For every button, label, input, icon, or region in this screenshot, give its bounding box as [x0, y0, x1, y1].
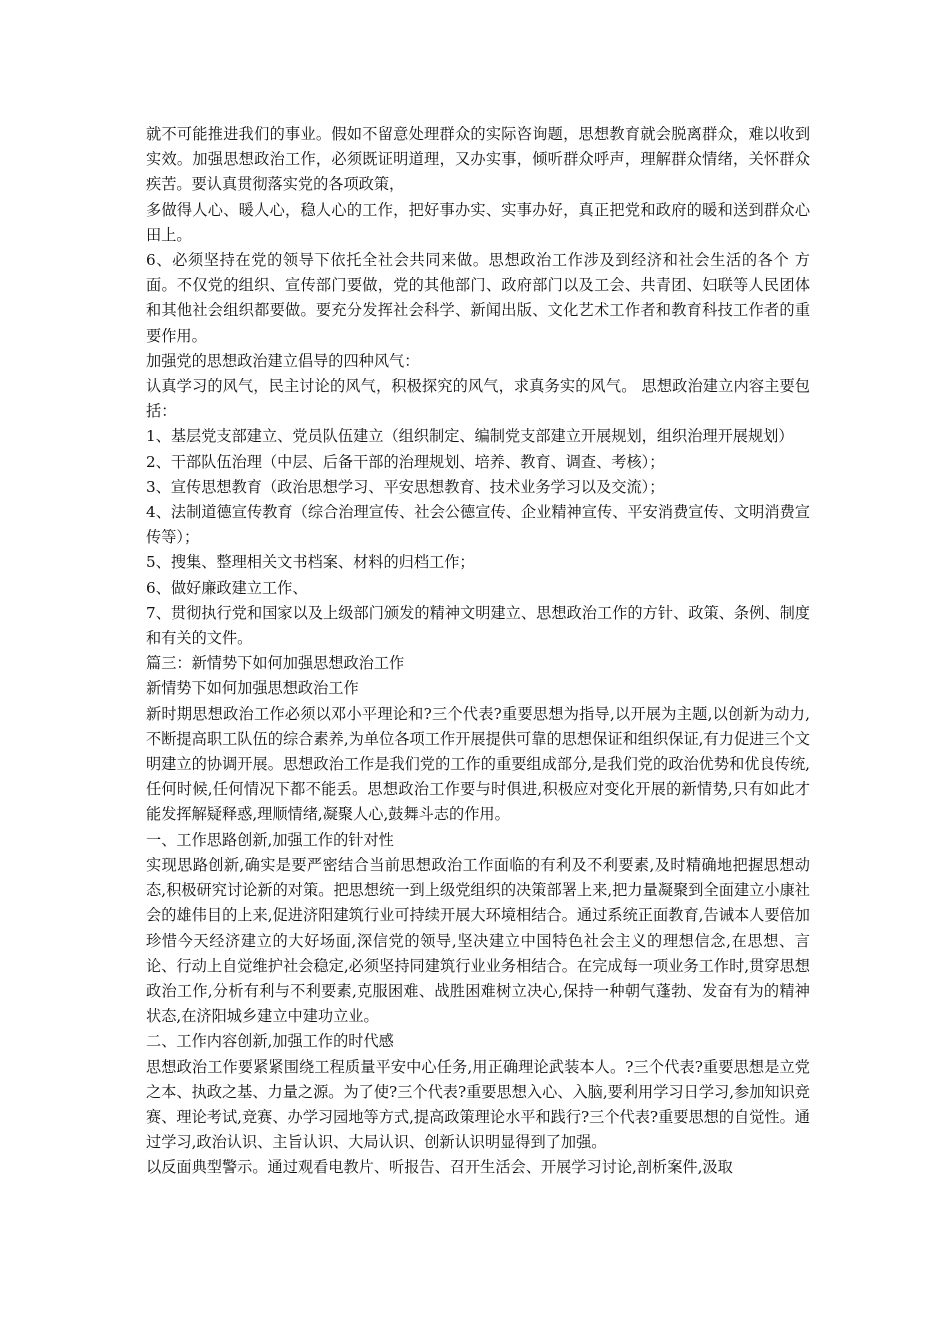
paragraph: 6、必须坚持在党的领导下依托全社会共同来做。思想政治工作涉及到经济和社会生活的各个 方面。不仅党的组织、宣传部门要做，党的其他部门、政府部门以及工会、共青团、妇联等人民团体和其他社会组织都要做。要充分发挥社会科学、新闻出版、文化艺术工作者和教育科技工作者的重要作用。 — [146, 251, 810, 345]
list-item: 4、法制道德宣传教育（综合治理宣传、社会公德宣传、企业精神宣传、平安消费宣传、文明消费宣传等）； — [146, 503, 810, 547]
subsection-heading: 一、工作思路创新,加强工作的针对性 — [146, 830, 394, 849]
list-item: 7、贯彻执行党和国家以及上级部门颁发的精神文明建立、思想政治工作的方针、政策、条例、制度和有关的文件。 — [146, 603, 810, 648]
list-item: 6、做好廉政建立工作、 — [146, 578, 308, 597]
paragraph: 多做得人心、暖人心，稳人心的工作，把好事办实、实事办好，真正把党和政府的暖和送到群众心田上。 — [146, 200, 810, 244]
list-item: 1、基层党支部建立、党员队伍建立（组织制定、编制党支部建立开展规划，组织治理开展规划） — [146, 427, 794, 446]
paragraph: 认真学习的风气，民主讨论的风气，积极探究的风气，求真务实的风气。 思想政治建立内容主要包括： — [146, 377, 810, 421]
paragraph: 新时期思想政治工作必须以邓小平理论和?三个代表?重要思想为指导,以开展为主题,以创新为动力,不断提高职工队伍的综合素养,为单位各项工作开展提供可靠的思想保证和组织保证,有力促进三个文明建立的协调开展。思想政治工作是我们党的工作的重要组成部分,是我们党的政治优势和优良传统,任何时候,任何情况下都不能丢。思想政治工作要与时俱进,积极应对变化开展的新情势,只有如此才能发挥解疑释惑,理顺情绪,凝聚人心,鼓舞斗志的作用。 — [146, 704, 810, 824]
paragraph: 实现思路创新,确实是要严密结合当前思想政治工作面临的有利及不利要素,及时精确地把握思想动态,积极研究讨论新的对策。把思想统一到上级党组织的决策部署上来,把力量凝聚到全面建立小康社会的雄伟目的上来,促进济阳建筑行业可持续开展大环境相结合。通过系统正面教育,告诫本人要倍加珍惜今天经济建立的大好场面,深信党的领导,坚决建立中国特色社会主义的理想信念,在思想、言论、行动上自觉维护社会稳定,必须坚持同建筑行业业务相结合。在完成每一项业务工作时,贯穿思想政治工作,分析有利与不利要素,克服困难、战胜困难树立决心,保持一种朝气蓬勃、发奋有为的精神状态,在济阳城乡建立中建功立业。 — [146, 855, 810, 1026]
paragraph: 就不可能推进我们的事业。假如不留意处理群众的实际咨询题，思想教育就会脱离群众，难以收到实效。加强思想政治工作，必须既证明道理，又办实事，倾听群众呼声，理解群众情绪，关怀群众疾苦。要认真贯彻落实党的各项政策， — [146, 125, 810, 194]
article-title: 新情势下如何加强思想政治工作 — [146, 679, 359, 698]
paragraph: 以反面典型警示。通过观看电教片、听报告、召开生活会、开展学习讨论,剖析案件,汲取 — [146, 1158, 733, 1177]
paragraph: 思想政治工作要紧紧围绕工程质量平安中心任务,用正确理论武装本人。?三个代表?重要思想是立党之本、执政之基、力量之源。为了使?三个代表?重要思想入心、入脑,要利用学习日学习,参加知识竞赛、理论考试,竞赛、办学习园地等方式,提高政策理论水平和践行?三个代表?重要思想的自觉性。通过学习,政治认识、主旨认识、大局认识、创新认识明显得到了加强。 — [146, 1057, 810, 1152]
subsection-heading: 二、工作内容创新,加强工作的时代感 — [146, 1032, 394, 1051]
section-title: 篇三：新情势下如何加强思想政治工作 — [146, 654, 405, 673]
list-item: 5、搜集、整理相关文书档案、材料的归档工作； — [146, 553, 475, 572]
paragraph-heading: 加强党的思想政治建立倡导的四种风气： — [146, 351, 420, 370]
document-body — [146, 122, 810, 1181]
list-item: 3、宣传思想教育（政治思想学习、平安思想教育、技术业务学习以及交流）； — [146, 477, 665, 496]
list-item: 2、干部队伍治理（中层、后备干部的治理规划、培养、教育、调查、考核）； — [146, 452, 665, 471]
